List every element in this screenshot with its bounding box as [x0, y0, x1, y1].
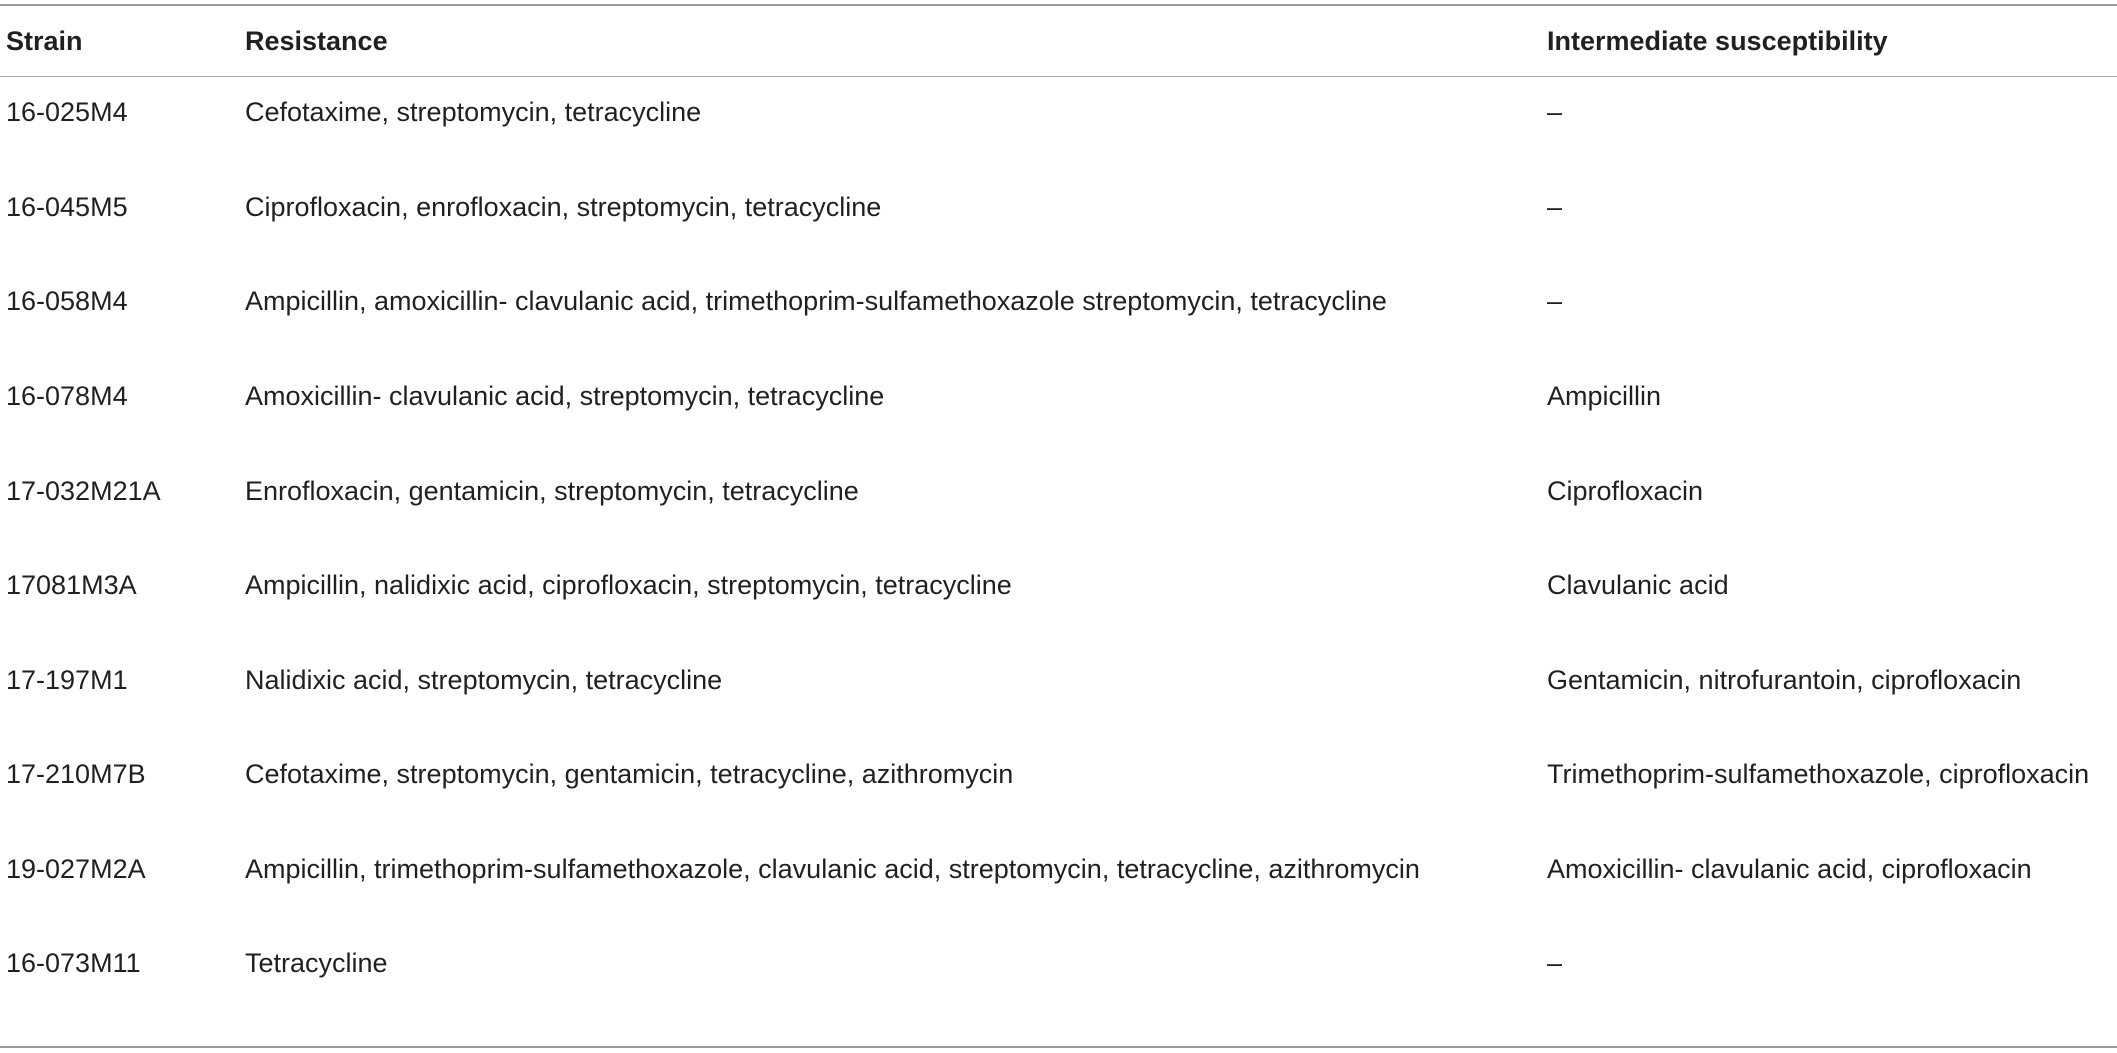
cell-strain: 17-197M1: [6, 665, 128, 695]
cell-resistance: Ampicillin, amoxicillin- clavulanic acid, trimethoprim-sulfamethoxazole streptomycin, tetracycline: [245, 286, 1387, 316]
cell-intermediate: –: [1547, 97, 1563, 127]
cell-resistance: Ampicillin, nalidixic acid, ciprofloxacin, streptomycin, tetracycline: [245, 570, 1012, 600]
cell-resistance: Cefotaxime, streptomycin, gentamicin, tetracycline, azithromycin: [245, 759, 1014, 789]
cell-intermediate: –: [1547, 286, 1563, 316]
cell-resistance: Ampicillin, trimethoprim-sulfamethoxazole, clavulanic acid, streptomycin, tetracycline, azithromycin: [245, 854, 1420, 884]
table-bottom-rule: [0, 1046, 2117, 1048]
cell-strain: 19-027M2A: [6, 854, 146, 884]
cell-resistance: Tetracycline: [245, 948, 388, 978]
cell-resistance: Amoxicillin- clavulanic acid, streptomycin, tetracycline: [245, 381, 885, 411]
cell-strain: 16-045M5: [6, 192, 128, 222]
cell-intermediate: –: [1547, 192, 1563, 222]
header-resistance: Resistance: [245, 26, 388, 56]
cell-strain: 17-210M7B: [6, 759, 146, 789]
cell-strain: 16-073M11: [6, 948, 141, 978]
table-top-rule: [0, 4, 2117, 6]
cell-intermediate: –: [1547, 948, 1563, 978]
cell-intermediate: Gentamicin, nitrofurantoin, ciprofloxacin: [1547, 665, 2022, 695]
cell-intermediate: Ciprofloxacin: [1547, 476, 1704, 506]
cell-strain: 16-078M4: [6, 381, 128, 411]
cell-resistance: Nalidixic acid, streptomycin, tetracycline: [245, 665, 723, 695]
cell-intermediate: Amoxicillin- clavulanic acid, ciprofloxacin: [1547, 854, 2032, 884]
table-header-rule: [0, 76, 2117, 77]
cell-intermediate: Clavulanic acid: [1547, 570, 1729, 600]
cell-resistance: Ciprofloxacin, enrofloxacin, streptomycin, tetracycline: [245, 192, 882, 222]
cell-resistance: Enrofloxacin, gentamicin, streptomycin, tetracycline: [245, 476, 859, 506]
header-strain: Strain: [6, 26, 83, 56]
cell-strain: 16-025M4: [6, 97, 128, 127]
header-intermediate-susceptibility: Intermediate susceptibility: [1547, 26, 1888, 56]
cell-intermediate: Ampicillin: [1547, 381, 1662, 411]
cell-intermediate: Trimethoprim-sulfamethoxazole, ciprofloxacin: [1547, 759, 2090, 789]
cell-strain: 16-058M4: [6, 286, 128, 316]
cell-strain: 17081M3A: [6, 570, 137, 600]
cell-resistance: Cefotaxime, streptomycin, tetracycline: [245, 97, 702, 127]
cell-strain: 17-032M21A: [6, 476, 161, 506]
